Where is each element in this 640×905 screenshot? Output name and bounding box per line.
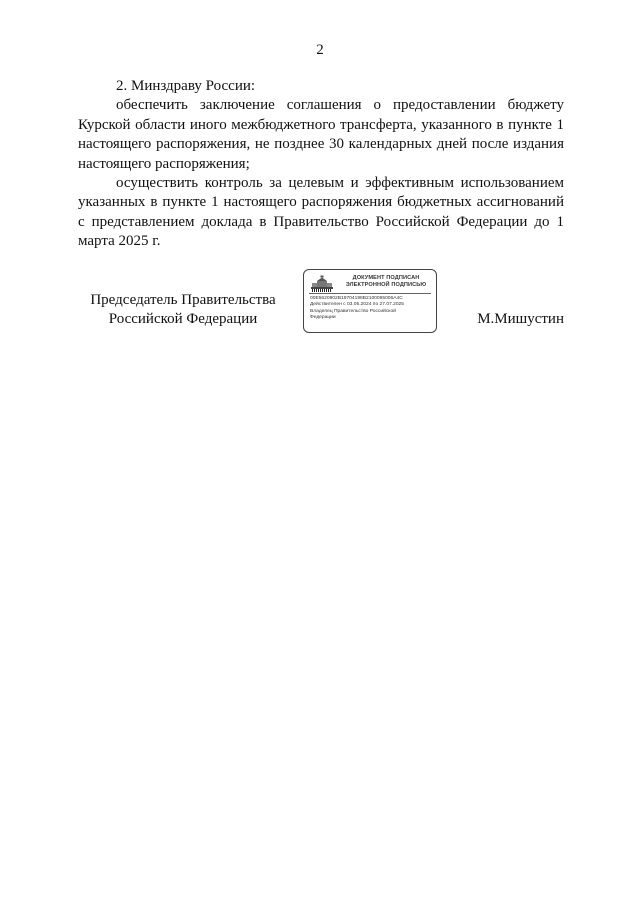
- stamp-title-line1: ДОКУМЕНТ ПОДПИСАН: [352, 275, 420, 281]
- stamp-owner-line2: Федерации: [310, 315, 336, 321]
- stamp-title-line2: ЭЛЕКТРОННОЙ ПОДПИСЬЮ: [345, 282, 427, 288]
- page-number: 2: [316, 42, 324, 58]
- stamp-owner-line1: Владелец Правительство Российской: [310, 308, 396, 314]
- paragraph-item-2: 2. Минздраву России:: [116, 78, 256, 94]
- stamp-validity: Действителен с 03.05.2024 по 27.07.2025: [310, 302, 404, 308]
- government-building-emblem-icon: [310, 275, 334, 292]
- signer-title: [78, 291, 288, 329]
- stamp-certificate: 00E5620902B19704198B2100095006A4C: [310, 296, 403, 301]
- paragraph-control: осуществить контроль за целевым и эффективным использованием указанных в пункте 1 настоящего распоряжения бюджетных ассигнований с представлением доклада в Правительство Российской Федерации до 1 марта 2025 г.: [78, 175, 564, 250]
- signer-title-line2: Российской Федерации: [108, 311, 258, 327]
- stamp-divider: [309, 293, 431, 294]
- electronic-signature-stamp: [303, 269, 437, 333]
- signer-title-line1: Председатель Правительства: [90, 292, 276, 308]
- signer-name: М.Мишустин: [477, 311, 564, 327]
- paragraph-conclude-agreement: обеспечить заключение соглашения о предоставлении бюджету Курской области иного межбюджетного трансферта, указанного в пункте 1 настоящего распоряжения, не позднее 30 календарных дней после издания настоящего распоряжения;: [78, 97, 564, 172]
- stamp-title: [338, 275, 434, 289]
- document-body: [78, 77, 564, 252]
- stamp-details: [310, 296, 434, 322]
